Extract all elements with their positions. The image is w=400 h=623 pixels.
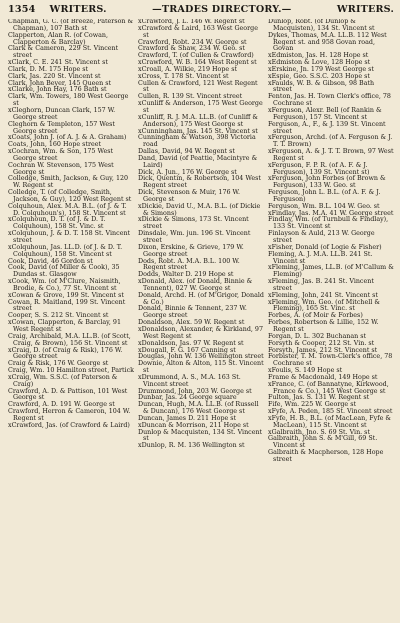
list-item: xCrawford, Jas. (of Crawford & Laird) xyxy=(8,421,130,429)
list-item: xCraig, Wm. S.S.C. (of Paterson & Craig) xyxy=(8,373,118,388)
list-item: xEspie, Geo. S.S.C. 203 Hope st xyxy=(268,72,370,80)
list-item: xCowan, Clapperton, & Barclay, 91 West Regent st xyxy=(8,319,121,333)
list-item: Clark, Wm. Towers, 180 West George st xyxy=(8,93,129,108)
list-item: Colledge, Smith, Jackson, & Guy, 120 W. Regent st xyxy=(8,175,129,190)
list-item: Chapman, G. C. (of Breeze, Paterson & Chapman), 107 Bath st xyxy=(8,19,134,32)
list-item: Dykes, Thomas, M.A. LL.B. 112 West Regent st. and 958 Govan road, Govan xyxy=(268,31,387,53)
list-item: Cunningham & Watson, 398 Victoria road xyxy=(138,134,256,149)
list-item: xDonaldson, Jas. 97 W. Regent st xyxy=(138,339,244,347)
list-item: Forbes, Robertson & Lillie, 152 W. Regent st xyxy=(268,319,379,333)
list-item: xCrawford, J. L. 146 W. Regent st xyxy=(138,19,245,25)
list-item: Forbister, T. M. Town-Clerk's office, 78 Cochrane st xyxy=(268,353,393,368)
list-item: Dick, Stevenson & Muir, 176 W. George st xyxy=(138,189,240,203)
list-item: xFleming, John, 241 St. Vincent st xyxy=(268,291,378,299)
list-item: Forgan, D. L. 302 Buchanan st xyxy=(268,332,367,340)
header-left-title: WRITERS. xyxy=(49,4,107,15)
list-item: Dunlop & Macquisten, 134 St. Vincent st xyxy=(138,428,263,443)
list-item: xClark, C. E. 241 St. Vincent st xyxy=(8,59,108,67)
column-3 xyxy=(268,19,394,464)
list-item: xDonald, Alex. (of Donald, Binnie & Tennent), 027 W. George st xyxy=(138,278,253,292)
list-item: Dallas, David, 94 W. Regent st xyxy=(138,148,235,156)
list-item: Dick, Quentin, & Robertson, 104 West Regent street xyxy=(138,175,261,190)
list-item: xCroall, A. Wilkie, 219 Hope st xyxy=(138,65,238,73)
list-item: Fleming, A. J. M.A. LL.B. 241 St. Vincent st xyxy=(268,250,373,265)
list-item: xFaulds, W. B. & Gibson, 98 Bath street xyxy=(268,79,375,94)
list-item: Cook, David, 46 Gordon st xyxy=(8,257,93,265)
list-item: Craig & Risk, 176 W. George st xyxy=(8,360,109,368)
list-item: xEdmiston, Jas. H. 128 Hope st xyxy=(268,52,369,60)
list-item: Clark, D. M. 175 Hope st xyxy=(8,65,89,73)
list-item: Galbraith & Macpherson, 128 Hope street xyxy=(268,449,384,463)
list-item: xFerguson, John Forbes (of Brown & Ferguson), 133 W. Geo. st xyxy=(268,175,386,190)
list-item: xDunlop, R. M. 136 Wellington st xyxy=(138,442,245,450)
list-item: Ferguson, John L. B.L. (of A. F. & J. Ferguson) xyxy=(268,189,381,203)
list-item: Downie, Alton & Alton, 115 St. Vincent st xyxy=(138,360,264,375)
list-item: xCochran, Wm. & Son, 175 West George street xyxy=(8,148,114,162)
list-item: Frame & Macdonald, 149 Hope st xyxy=(268,373,378,381)
list-item: Crawford, Robt. 234 W. George st xyxy=(138,38,247,46)
list-item: xGalbraith, Jno. S. 69 St. Vin. st xyxy=(268,428,370,436)
list-item: xFoulis, S. 149 Hope st xyxy=(268,367,343,375)
list-item: xFrance, C. (of Bannatyne, Kirkwood, France & Co.), 145 West George st xyxy=(268,380,389,395)
list-item: Craig, Wm. 10 Hamilton street, Partick xyxy=(8,367,134,375)
list-item: Donald, Archd. H. (of M'Grigor, Donald & Co.) xyxy=(138,291,264,306)
list-item: xCunliff, R. J. M.A. LL.B. (of Cunliff & Anderson), 175 West George st xyxy=(138,113,259,128)
list-item: xFisher, Donald (of Logie & Fisher) xyxy=(268,243,382,251)
list-item: Colledge, T. (of Colledge, Smith, Jackson, & Guy), 120 West Regent st xyxy=(8,189,132,203)
header-center-title: —TRADES DIRECTORY.— xyxy=(152,4,292,15)
list-item: xFleming, James, LL.B. (of M'Callum & Fleming) xyxy=(268,264,394,279)
list-item: Ferguson, A., F., & J. 139 St. Vincent street xyxy=(268,120,386,135)
columns xyxy=(8,19,394,464)
list-item: xDougall, F. G. 167 Canning st xyxy=(138,346,236,354)
list-item: Ferguson, Wm. B.L. 104 W. Geo. st xyxy=(268,202,380,210)
list-item: Dand, David (of Peattie, Macintyre & Laird) xyxy=(138,154,258,169)
list-item: xCunliff & Anderson, 175 West George st xyxy=(138,100,263,114)
list-item: Cowan, R. Maitland, 199 St. Vincent street xyxy=(8,298,126,313)
list-item: xDrummond, A. S., M.A. 163 St. Vincent street xyxy=(138,373,241,388)
list-item: Dunbar, Jas. 24 George square xyxy=(138,394,237,402)
list-item: xErskine, Jn. 179 West George st xyxy=(268,65,374,73)
list-item: xCrawford, W. B. 164 West Regent st xyxy=(138,59,257,67)
list-item: Dunlop, Robt. (of Dunlop & Macquisten), 134 St. Vincent st xyxy=(268,19,375,32)
list-item: xDickie, David U., M.A. B.L. (of Dickie & Simons) xyxy=(138,202,261,217)
list-item: Crawford, A. D. 191 W. George st xyxy=(8,401,115,409)
list-item: Forsyth, James, 212 St. Vincent st xyxy=(268,346,378,354)
list-item: Cullen & Crawford, 121 West Regent st xyxy=(138,79,258,94)
list-item: xCrawford & Laird, 163 West George st xyxy=(138,24,258,39)
list-item: Forbes, A. (of Moir & Forbes) xyxy=(268,312,363,320)
list-item: xCook, Wm. (of M'Clure, Naismith, Brodie, & Co.), 77 St. Vincent st xyxy=(8,278,121,292)
list-item: Dinsdale, Wm. jun. 196 St. Vincent street xyxy=(138,230,251,244)
list-item: xFyfe, H. B., B.L. (of MacLean, Fyfe & MacLean), 115 St. Vincent st xyxy=(268,414,392,429)
list-item: Cleghorn & Templeton, 157 West George street xyxy=(8,120,115,135)
list-item: Cochran W. Stevenson, 175 West George st xyxy=(8,161,114,176)
list-item: xFindlay, Jas. M.A. 41 W. George street xyxy=(268,209,394,217)
list-item: xDuncan & Morrison, 211 Hope st xyxy=(138,421,249,429)
list-item: xCleghorn, Duncan Clark, 157 W. George street xyxy=(8,106,116,121)
list-item: Donaldson, Alex. 59 W. Regent st xyxy=(138,319,245,327)
header-right-title: WRITERS. xyxy=(336,4,394,15)
list-item: Clark, John Beyer, 145 Queen st xyxy=(8,79,112,87)
list-item: Crawford & Shaw, 234 W. Geo. st xyxy=(138,45,245,53)
list-item: Donald, Binnie & Tennent, 237 W. George street xyxy=(138,305,247,320)
list-item: xFyfe, A. Peden, 185 St. Vincent street xyxy=(268,408,393,416)
list-item: Cook, David (of Miller & Cook), 35 Dundas st. Glasgow xyxy=(8,264,120,279)
list-item: xFleming, Wm. Geo. (of Mitchell & Fleming), 165 St. Vinc. st xyxy=(268,298,380,313)
list-item: xFerguson, Alexr. Bell (of Rankin & Ferguson), 157 St. Vincent st xyxy=(268,106,382,121)
list-item: xCross, T. 178 St. Vincent st xyxy=(138,72,229,80)
list-item: Galbraith, John S. & M'Gill, 69 St. Vincent st xyxy=(268,435,378,450)
list-item: xCunningham, Jas. 145 St. Vincent st xyxy=(138,127,258,135)
list-item: Crawford, T. (of Cullen & Crawford) xyxy=(138,52,254,60)
list-item: xColquhoun, J. & D. T. 158 St. Vincent street xyxy=(8,230,131,244)
list-item: xClarke, John Hay, 176 Bath st xyxy=(8,86,107,94)
list-item: xColquhoun, D. T. (of J. & D. T. Colquhoun), 158 St. Vinc. st xyxy=(8,216,106,231)
list-item: xFerguson, Archd. (of A. Ferguson & J. T. T. Brown) xyxy=(268,134,393,149)
list-item: Dick, A. Jun., 176 W. George st xyxy=(138,168,237,176)
list-item: Craig, Archibald, M.A. LL.B. (of Scott, Craig, & Brown), 156 St. Vincent st xyxy=(8,332,131,347)
list-item: Fife, Wm. 225 W. George st xyxy=(268,401,357,409)
list-item: Cullen, R. 139 St. Vincent street xyxy=(138,93,243,101)
list-item: Fulton, Jas. S. 131 W. Regent st xyxy=(268,394,370,402)
list-item: xEdmiston & Love, 128 Hope st xyxy=(268,59,371,67)
list-item: Clapperton, Alan R. (of Cowan, Clapperton & Barclay) xyxy=(8,31,109,46)
list-item: Finlayson & Auld, 213 W. George street xyxy=(268,230,375,244)
list-item: Duncan, James D. 211 Hope st xyxy=(138,414,237,422)
list-item: Crawford, A. D. & Pattison, 101 West George st xyxy=(8,387,128,402)
list-item: xColquhoun, Jas. LL.D. (of J. & D. T. Colquhoun), 158 St. Vincent st xyxy=(8,243,123,258)
list-item: Forsyth & Cooper, 212 St. Vin. st xyxy=(268,339,375,347)
list-item: Clark & Cameron, 229 St. Vincent street xyxy=(8,45,119,60)
list-item: Dods, Robt. A. M.A. B.L. 100 W. Regent street xyxy=(138,257,240,272)
page-header xyxy=(8,4,394,17)
list-item: xCoats, John J. (of A. J. & A. Graham) xyxy=(8,134,127,142)
list-item: Findlay, Wm. (of Turnbull & Findlay), 133 St. Vincent st xyxy=(268,216,389,231)
list-item: Cooper, S. S. 212 St. Vincent st xyxy=(8,312,109,320)
list-item: xCowan & Grove, 199 St. Vincent st xyxy=(8,291,124,299)
list-item: Crawford, Herron & Cameron, 104 W. Regent st xyxy=(8,408,131,422)
column-1 xyxy=(8,19,134,464)
column-2 xyxy=(138,19,264,464)
list-item: xFerguson, A. & J. T. T. Brown, 97 West Regent st xyxy=(268,148,394,162)
list-item: xFleming, Jas. B. 241 St. Vincent street xyxy=(268,278,374,292)
list-item: xFerguson, F. P. R. (of A. F. & J. Ferguson), 139 St. Vincent st) xyxy=(268,161,370,176)
list-item: Colquhoun, Alex. M.A. B.L. (of J. & T. D. Colquhoun's), 158 St. Vincent st xyxy=(8,202,127,217)
list-item: Clark, Jas. 220 St. Vincent st xyxy=(8,72,101,80)
page-number: 1354 xyxy=(8,4,36,15)
list-item: Fenton, Jas. H. Town Clerk's office, 78 Cochrane st xyxy=(268,93,391,108)
list-item: xCraig, D. (of Craig & Risk), 176 W. George street xyxy=(8,346,123,361)
list-item: Drummond, John, 203 W. George st xyxy=(138,387,252,395)
list-item: Duncan, Hugh, M.A. LL.B. (of Russell & Duncan), 176 West George st xyxy=(138,401,259,416)
list-item: Coats, John, 160 Hope street xyxy=(8,141,102,149)
list-item: Dodds, Walter D. 219 Hope st xyxy=(138,271,234,279)
list-item: Douglas, John W. 136 Wellington street xyxy=(138,353,264,361)
list-item: xDonaldson, Alexander, & Kirkland, 97 West Regent st xyxy=(138,325,263,340)
list-item: Dixon, Erskine, & Grieve, 179 W. George street xyxy=(138,243,244,258)
list-item: xDickie & Simons, 173 St. Vincent street xyxy=(138,216,249,231)
